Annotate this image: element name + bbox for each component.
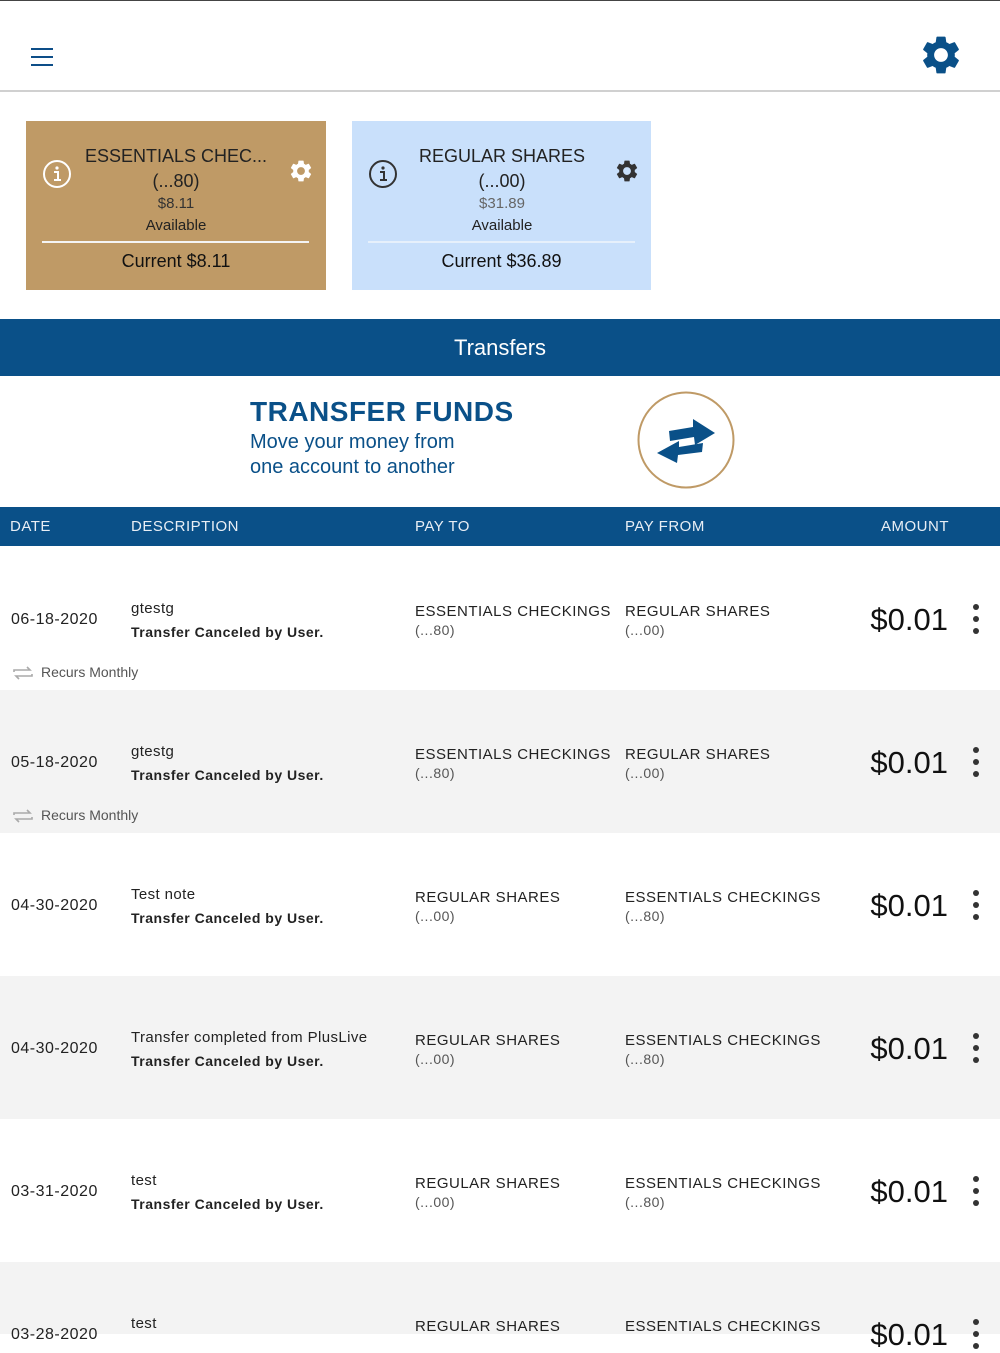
more-options-icon[interactable] bbox=[968, 603, 984, 635]
more-options-icon[interactable] bbox=[968, 746, 984, 778]
row-amount: $0.01 bbox=[870, 1031, 948, 1066]
info-icon[interactable] bbox=[368, 159, 398, 189]
recurrence-label: Recurs Monthly bbox=[41, 664, 139, 680]
row-description: test bbox=[131, 1172, 157, 1189]
recurrence-label: Recurs Monthly bbox=[41, 807, 139, 823]
table-row[interactable] bbox=[0, 1119, 1000, 1262]
available-label: Available bbox=[471, 217, 533, 234]
row-description: Transfer completed from PlusLive bbox=[131, 1029, 368, 1046]
row-status: Transfer Canceled by User. bbox=[131, 624, 324, 640]
row-status: Transfer Canceled by User. bbox=[131, 1053, 324, 1069]
row-pay-from-number: (...80) bbox=[625, 908, 666, 924]
column-header: PAY FROM bbox=[625, 518, 705, 535]
table-row[interactable] bbox=[0, 547, 1000, 690]
promo-title: TRANSFER FUNDS bbox=[250, 396, 514, 427]
row-description: gtestg bbox=[131, 600, 175, 617]
row-pay-to: REGULAR SHARES bbox=[415, 1318, 561, 1335]
row-date: 05-18-2020 bbox=[11, 754, 98, 771]
row-pay-from: ESSENTIALS CHECKINGS bbox=[625, 1318, 821, 1335]
account-card-regular-shares[interactable] bbox=[352, 121, 651, 290]
row-pay-to-number: (...80) bbox=[415, 622, 456, 638]
row-date: 04-30-2020 bbox=[11, 1040, 98, 1057]
table-row[interactable] bbox=[0, 976, 1000, 1119]
row-pay-from: ESSENTIALS CHECKINGS bbox=[625, 889, 821, 906]
row-date: 03-31-2020 bbox=[11, 1183, 98, 1200]
row-amount: $0.01 bbox=[870, 1317, 948, 1352]
row-pay-from-number: (...00) bbox=[625, 765, 666, 781]
row-amount: $0.01 bbox=[870, 888, 948, 923]
more-options-icon[interactable] bbox=[968, 889, 984, 921]
row-date: 06-18-2020 bbox=[11, 611, 98, 628]
row-status: Transfer Canceled by User. bbox=[131, 767, 324, 783]
row-amount: $0.01 bbox=[870, 1174, 948, 1209]
account-name: REGULAR SHARES bbox=[418, 146, 586, 166]
row-description: Test note bbox=[131, 886, 196, 903]
row-pay-from: REGULAR SHARES bbox=[625, 746, 771, 763]
column-header: PAY TO bbox=[415, 518, 470, 535]
available-label: Available bbox=[145, 217, 207, 234]
column-header: DESCRIPTION bbox=[131, 518, 240, 535]
current-balance: Current $8.11 bbox=[121, 251, 231, 271]
table-row[interactable] bbox=[0, 690, 1000, 833]
row-amount: $0.01 bbox=[870, 602, 948, 637]
row-pay-to-number: (...00) bbox=[415, 1194, 456, 1210]
table-header bbox=[0, 507, 1000, 546]
table-row[interactable] bbox=[0, 1262, 1000, 1352]
current-balance: Current $36.89 bbox=[441, 251, 562, 271]
available-amount: $8.11 bbox=[157, 195, 195, 212]
more-options-icon[interactable] bbox=[968, 1032, 984, 1064]
row-description: gtestg bbox=[131, 743, 175, 760]
more-options-icon[interactable] bbox=[968, 1175, 984, 1207]
row-pay-to-number: (...00) bbox=[415, 1051, 456, 1067]
gear-icon[interactable] bbox=[918, 32, 964, 78]
row-pay-to-number: (...80) bbox=[415, 765, 456, 781]
row-amount: $0.01 bbox=[870, 745, 948, 780]
table-row[interactable] bbox=[0, 833, 1000, 976]
gear-icon[interactable] bbox=[288, 158, 314, 184]
promo-subtitle: Move your money from bbox=[250, 431, 455, 453]
row-pay-to: REGULAR SHARES bbox=[415, 1032, 561, 1049]
account-number: (...80) bbox=[152, 171, 200, 191]
row-description: test bbox=[131, 1315, 157, 1332]
row-pay-from: ESSENTIALS CHECKINGS bbox=[625, 1175, 821, 1192]
repeat-icon bbox=[11, 665, 35, 681]
section-title: Transfers bbox=[0, 319, 1000, 376]
row-pay-to-number: (...00) bbox=[415, 908, 456, 924]
recurrence-indicator bbox=[11, 807, 138, 824]
card-divider bbox=[368, 241, 635, 243]
repeat-icon bbox=[11, 808, 35, 824]
gear-icon[interactable] bbox=[614, 158, 640, 184]
row-pay-from-number: (...80) bbox=[625, 1194, 666, 1210]
row-pay-to: REGULAR SHARES bbox=[415, 889, 561, 906]
row-pay-to: REGULAR SHARES bbox=[415, 1175, 561, 1192]
row-status: Transfer Canceled by User. bbox=[131, 1196, 324, 1212]
account-name: ESSENTIALS CHEC... bbox=[84, 146, 268, 166]
row-pay-from-number: (...80) bbox=[625, 1051, 666, 1067]
account-card-essentials[interactable] bbox=[26, 121, 326, 290]
row-status: Transfer Canceled by User. bbox=[131, 910, 324, 926]
row-pay-to: ESSENTIALS CHECKINGS bbox=[415, 603, 611, 620]
transfer-arrows-icon[interactable] bbox=[637, 391, 735, 489]
row-date: 04-30-2020 bbox=[11, 897, 98, 914]
info-icon[interactable] bbox=[42, 159, 72, 189]
row-pay-from-number: (...00) bbox=[625, 622, 666, 638]
card-divider bbox=[42, 241, 309, 243]
promo-subtitle: one account to another bbox=[250, 456, 455, 478]
column-header: DATE bbox=[10, 518, 51, 535]
account-number: (...00) bbox=[478, 171, 526, 191]
row-pay-to: ESSENTIALS CHECKINGS bbox=[415, 746, 611, 763]
top-bar bbox=[0, 0, 1000, 92]
row-pay-from: REGULAR SHARES bbox=[625, 603, 771, 620]
column-header: AMOUNT bbox=[881, 518, 949, 535]
more-options-icon[interactable] bbox=[968, 1318, 984, 1350]
hamburger-icon[interactable] bbox=[31, 48, 55, 68]
row-date: 03-28-2020 bbox=[11, 1326, 98, 1343]
recurrence-indicator bbox=[11, 664, 138, 681]
row-pay-from: ESSENTIALS CHECKINGS bbox=[625, 1032, 821, 1049]
available-amount: $31.89 bbox=[479, 195, 525, 212]
